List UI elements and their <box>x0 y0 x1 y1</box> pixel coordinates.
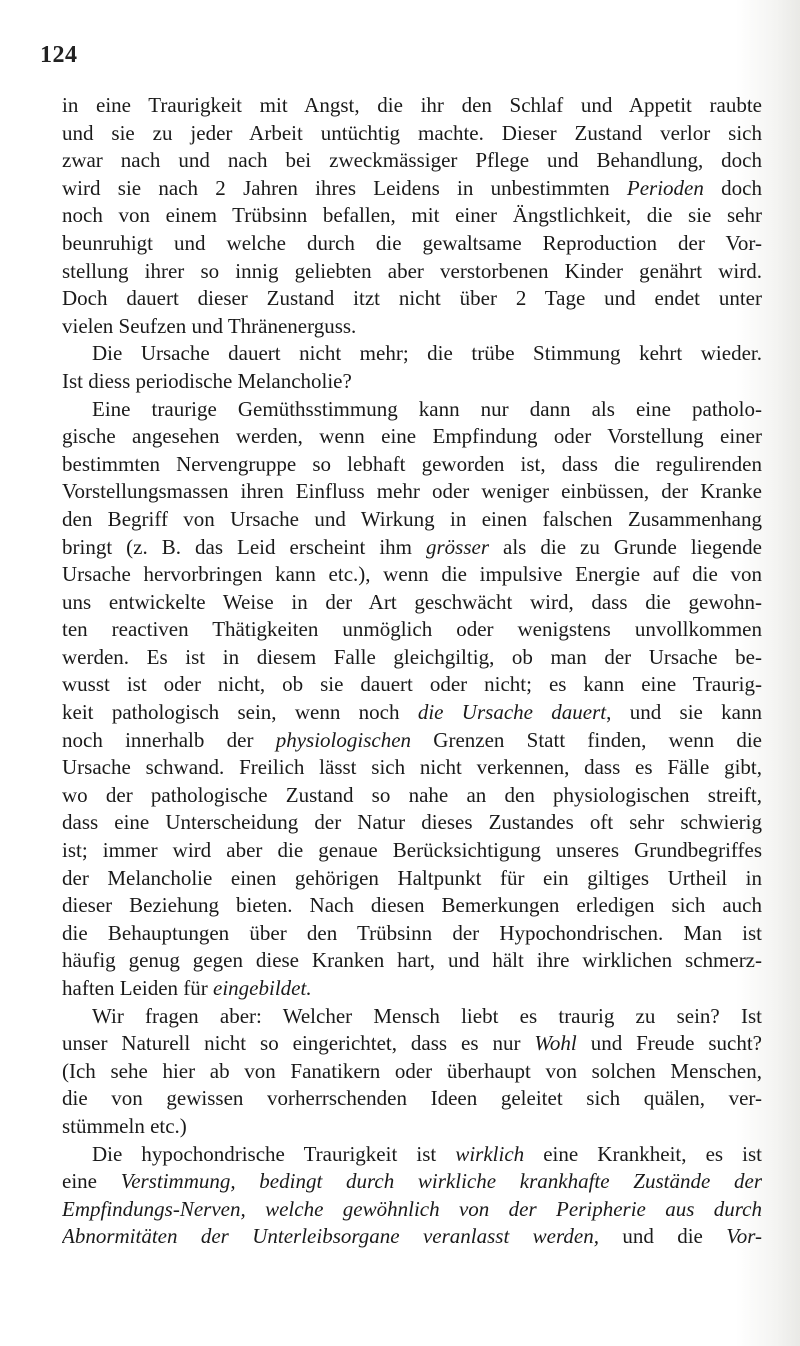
text-line <box>62 1058 762 1086</box>
italic-text: die Ursache dauert <box>417 700 607 725</box>
italic-text: grösser <box>426 534 490 559</box>
text-segment: den Begriff von Ursache und Wirkung in einen falschen Zusammenhang <box>62 506 762 531</box>
text-segment: dass eine Unterscheidung der Natur dieses Zustandes oft sehr schwierig <box>62 810 762 835</box>
italic-text: wirklich <box>455 1141 525 1166</box>
text-segment: wusst ist oder nicht, ob sie dauert oder nicht; es kann eine Traurig- <box>62 672 762 697</box>
text-segment: (Ich sehe hier ab von Fanatikern oder überhaupt von solchen Menschen, <box>62 1058 762 1083</box>
italic-text: Wohl <box>534 1031 577 1056</box>
text-line <box>62 671 762 699</box>
text-segment: Ursache hervorbringen kann etc.), wenn die impulsive Energie auf die von <box>62 562 762 587</box>
text-line <box>62 396 762 424</box>
text-segment: Doch dauert dieser Zustand itzt nicht über 2 Tage und endet unter <box>62 286 762 311</box>
text-line <box>62 423 762 451</box>
italic-text: eingebildet. <box>213 976 312 1000</box>
text-segment: keit pathologisch sein, wenn noch <box>62 700 418 725</box>
text-segment: haften Leiden für <box>62 976 214 1000</box>
text-line <box>62 892 762 920</box>
text-segment: unser Naturell nicht so eingerichtet, dass es nur <box>62 1031 535 1056</box>
text-line <box>62 616 762 644</box>
text-segment: ist; immer wird aber die genaue Berücksichtigung unseres Grundbegriffes <box>62 838 762 863</box>
text-segment: eine <box>62 1169 121 1194</box>
text-line <box>62 340 762 368</box>
text-segment: stellung ihrer so innig geliebten aber verstorbenen Kinder genährt wird. <box>62 258 762 283</box>
text-line <box>62 809 762 837</box>
text-segment: Eine traurige Gemüthsstimmung kann nur dann als eine patholo- <box>92 396 762 421</box>
text-line <box>62 230 762 258</box>
text-segment: bestimmten Nervengruppe so lebhaft geworden ist, dass die regulirenden <box>62 451 762 476</box>
text-segment: Vorstellungsmassen ihren Einfluss mehr oder weniger einbüssen, der Kranke <box>62 479 762 504</box>
italic-text: Empfindungs-Nerven, welche gewöhnlich von der Peripherie aus durch <box>62 1196 762 1221</box>
text-line <box>62 1113 762 1141</box>
text-line <box>62 313 762 341</box>
text-line <box>62 258 762 286</box>
text-line <box>62 202 762 230</box>
text-line <box>62 589 762 617</box>
text-line <box>62 699 762 727</box>
text-line <box>62 727 762 755</box>
italic-text: Vor- <box>726 1224 762 1249</box>
text-segment: Grenzen Statt finden, wenn die <box>411 727 762 752</box>
text-segment: die von gewissen vorherrschenden Ideen geleitet sich quälen, ver- <box>62 1086 762 1111</box>
body-text <box>62 92 762 1251</box>
text-segment: beunruhigt und welche durch die gewaltsame Reproduction der Vor- <box>62 230 762 255</box>
text-line <box>62 506 762 534</box>
italic-text: physiologischen <box>275 727 412 752</box>
text-line <box>62 175 762 203</box>
text-line <box>62 1085 762 1113</box>
text-segment: zwar nach und nach bei zweckmässiger Pflege und Behandlung, doch <box>62 148 762 173</box>
text-segment: Die hypochondrische Traurigkeit ist <box>92 1141 456 1166</box>
text-line <box>62 754 762 782</box>
text-line <box>62 1030 762 1058</box>
text-line <box>62 920 762 948</box>
text-line <box>62 1168 762 1196</box>
text-segment: Die Ursache dauert nicht mehr; die trübe Stimmung kehrt wieder. <box>92 341 762 366</box>
text-segment: und sie zu jeder Arbeit untüchtig machte. Dieser Zustand verlor sich <box>62 120 762 145</box>
text-segment: und Freude sucht? <box>576 1031 762 1056</box>
text-segment: und die <box>598 1224 727 1249</box>
text-line <box>62 1196 762 1224</box>
text-line <box>62 1141 762 1169</box>
text-line <box>62 285 762 313</box>
text-line <box>62 147 762 175</box>
text-line <box>62 561 762 589</box>
text-line <box>62 1003 762 1031</box>
text-segment: noch von einem Trübsinn befallen, mit einer Ängstlichkeit, die sie sehr <box>62 203 762 228</box>
text-segment: gische angesehen werden, wenn eine Empfindung oder Vorstellung einer <box>62 424 762 449</box>
text-segment: dieser Beziehung bieten. Nach diesen Bemerkungen erledigen sich auch <box>62 893 762 918</box>
text-segment: die Behauptungen über den Trübsinn der Hypochondrischen. Man ist <box>62 920 762 945</box>
text-segment: Wir fragen aber: Welcher Mensch liebt es traurig zu sein? Ist <box>92 1003 762 1028</box>
text-segment: uns entwickelte Weise in der Art geschwächt wird, dass die gewohn- <box>62 589 762 614</box>
text-line <box>62 782 762 810</box>
text-line <box>62 120 762 148</box>
text-segment: Ist diess periodische Melancholie? <box>62 368 352 393</box>
text-line <box>62 1223 762 1251</box>
text-line <box>62 534 762 562</box>
text-line <box>62 865 762 893</box>
italic-text: Perioden <box>626 175 704 200</box>
text-segment: Ursache schwand. Freilich lässt sich nicht verkennen, dass es Fälle gibt, <box>62 755 762 780</box>
text-segment: häufig genug gegen diese Kranken hart, und hält ihre wirklichen schmerz- <box>62 948 762 973</box>
text-segment: wo der pathologische Zustand so nahe an den physiologischen streift, <box>62 782 762 807</box>
text-segment: der Melancholie einen gehörigen Haltpunkt für ein giltiges Urtheil in <box>62 865 762 890</box>
text-segment: vielen Seufzen und Thränenerguss. <box>62 313 357 338</box>
text-segment: bringt (z. B. das Leid erscheint ihm <box>62 534 426 559</box>
text-segment: in eine Traurigkeit mit Angst, die ihr den Schlaf und Appetit raubte <box>62 93 762 117</box>
text-line <box>62 451 762 479</box>
text-segment: ten reactiven Thätigkeiten unmöglich oder wenigstens unvollkommen <box>62 617 762 642</box>
text-segment: noch innerhalb der <box>62 727 276 752</box>
text-line <box>62 644 762 672</box>
text-segment: , und sie kann <box>606 700 762 725</box>
text-line <box>62 478 762 506</box>
text-segment: eine Krankheit, es ist <box>524 1141 762 1166</box>
text-line <box>62 837 762 865</box>
text-line <box>62 92 762 120</box>
text-line <box>62 975 762 1003</box>
italic-text: Abnormitäten der Unterleibsorgane veranlasst werden, <box>62 1224 599 1249</box>
text-line <box>62 947 762 975</box>
page-number: 124 <box>40 42 78 68</box>
text-segment: stümmeln etc.) <box>62 1113 187 1138</box>
text-line <box>62 368 762 396</box>
text-segment: doch <box>703 175 762 200</box>
text-segment: werden. Es ist in diesem Falle gleichgiltig, ob man der Ursache be- <box>62 644 762 669</box>
text-segment: als die zu Grunde liegende <box>489 534 762 559</box>
text-segment: wird sie nach 2 Jahren ihres Leidens in unbestimmten <box>62 175 627 200</box>
italic-text: Verstimmung, bedingt durch wirkliche krankhafte Zustände der <box>120 1169 762 1194</box>
